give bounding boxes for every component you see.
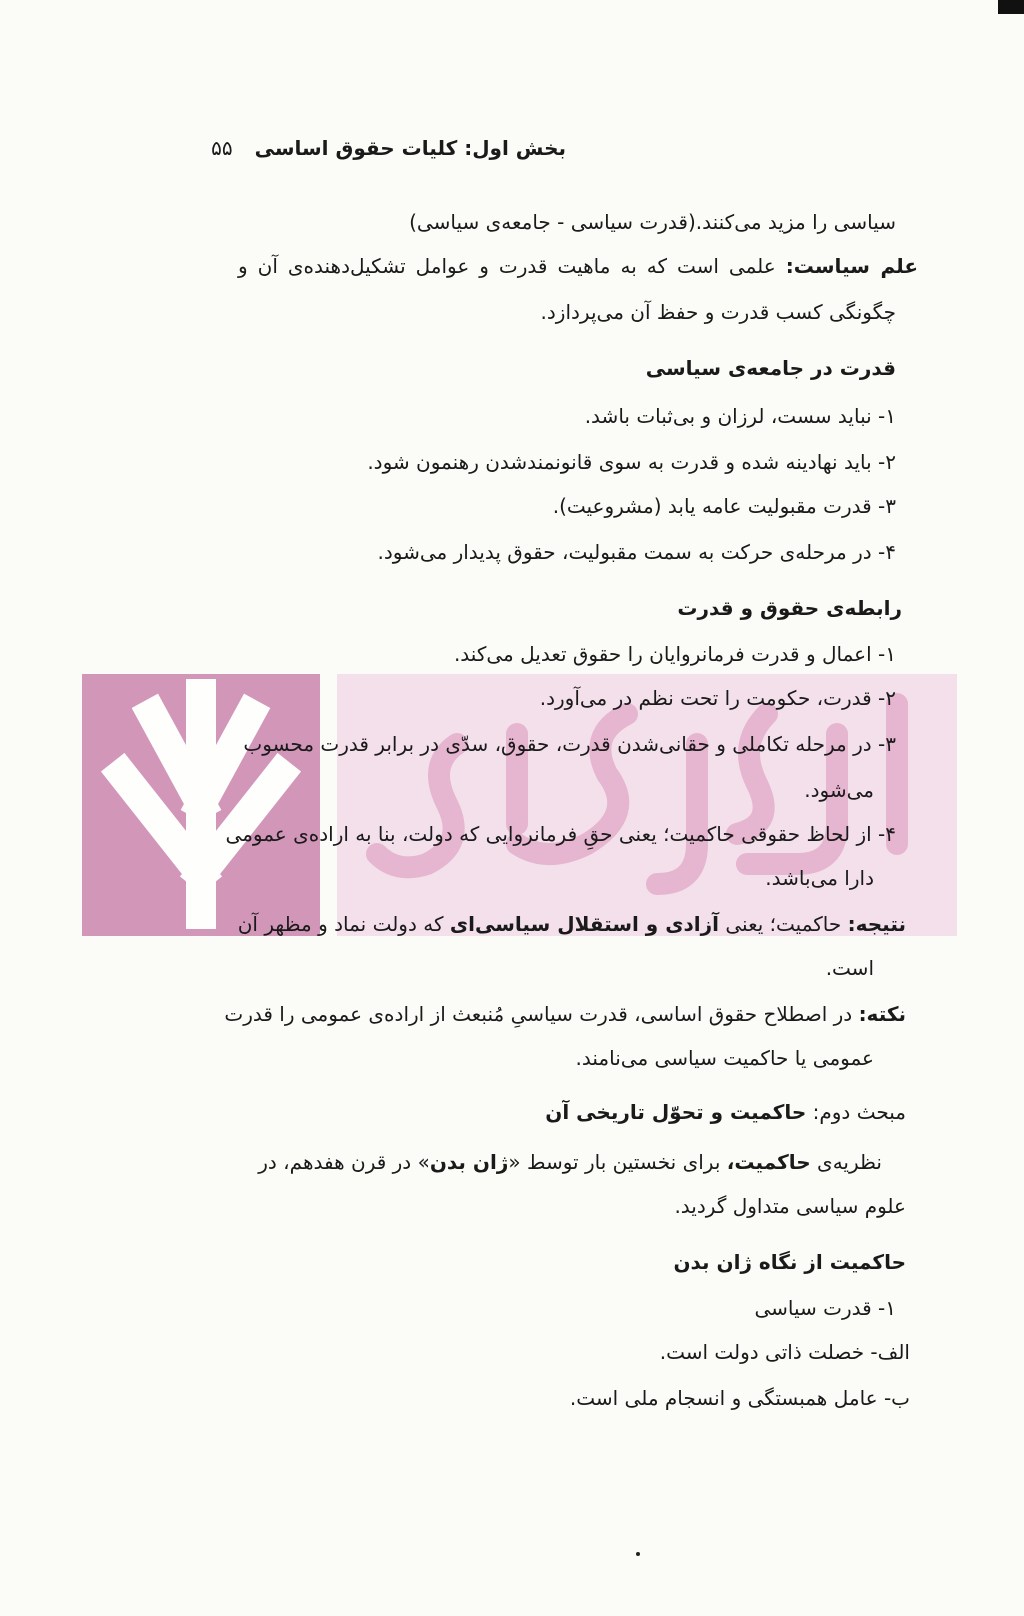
subsection-heading <box>545 1100 906 1124</box>
paragraph-line: علوم سیاسی متداول گردید. <box>674 1194 906 1218</box>
note-continued: عمومی یا حاکمیت سیاسی می‌نامند. <box>575 1046 874 1070</box>
note-line <box>224 1002 906 1026</box>
name-jean-bodin: ژان بدن <box>429 1150 509 1174</box>
section-heading: حاکمیت از نگاه ژان بدن <box>673 1250 906 1274</box>
list-item: ۲- قدرت، حکومت را تحت نظم در می‌آورد. <box>539 686 896 710</box>
page-dot <box>636 1552 640 1556</box>
result-line <box>238 912 906 936</box>
text-line: سیاسی را مزید می‌کنند.(قدرت سیاسی - جامعه‌ی سیاسی) <box>409 210 896 234</box>
paragraph-text: برای نخستین بار توسط « <box>508 1150 727 1174</box>
definition-text: علمی است که به ماهیت قدرت و عوامل تشکیل‌دهنده‌ی آن و <box>238 254 786 278</box>
paragraph-text: نظریه‌ی <box>810 1150 882 1174</box>
note-text: در اصطلاح حقوق اساسی، قدرت سیاسیِ مُنبعث از اراده‌ی عمومی را قدرت <box>224 1002 859 1026</box>
header-title: بخش اول: کلیات حقوق اساسی <box>254 136 566 160</box>
term-sovereignty: حاکمیت، <box>726 1150 811 1174</box>
result-text: حاکمیت؛ یعنی <box>719 912 848 936</box>
note-label: نکته: <box>858 1002 906 1026</box>
list-item: ب- عامل همبستگی و انسجام ملی است. <box>569 1386 910 1410</box>
list-item: ۱- اعمال و قدرت فرمانروایان را حقوق تعدیل می‌کند. <box>453 642 896 666</box>
result-label: نتیجه: <box>847 912 906 936</box>
page-number: ۵۵ <box>211 136 233 160</box>
list-item: ۱- قدرت سیاسی <box>754 1296 896 1320</box>
paragraph-text: » در قرن هفدهم، در <box>258 1150 430 1174</box>
list-item-continued: دارا می‌باشد. <box>765 866 874 890</box>
list-item: الف- خصلت ذاتی دولت است. <box>659 1340 910 1364</box>
list-item: ۴- از لحاظ حقوقی حاکمیت؛ یعنی حقِ فرمانروایی که دولت، بنا به اراده‌ی عمومی <box>225 822 896 846</box>
result-text: که دولت نماد و مظهر آن <box>237 912 450 936</box>
main-text <box>224 0 978 1616</box>
list-item-continued: می‌شود. <box>804 778 874 802</box>
list-item: ۳- قدرت مقبولیت عامه یابد (مشروعیت). <box>552 494 896 518</box>
section-heading: قدرت در جامعه‌ی سیاسی <box>645 356 896 380</box>
subsection-title: حاکمیت و تحوّل تاریخی آن <box>545 1100 807 1124</box>
result-emphasis: آزادی و استقلال سیاسی‌ای <box>449 912 720 936</box>
list-item: ۳- در مرحله تکاملی و حقانی‌شدن قدرت، حقوق، سدّی در برابر قدرت محسوب <box>243 732 896 756</box>
section-heading: رابطه‌ی حقوق و قدرت <box>677 596 902 620</box>
list-item: ۴- در مرحله‌ی حرکت به سمت مقبولیت، حقوق پدیدار می‌شود. <box>377 540 896 564</box>
paragraph-line <box>258 1150 882 1174</box>
text-line: چگونگی کسب قدرت و حفظ آن می‌پردازد. <box>540 300 896 324</box>
definition-term: علم سیاست: <box>785 254 919 278</box>
page-corner-mark <box>998 0 1024 14</box>
list-item: ۲- باید نهادینه شده و قدرت به سوی قانونمندشدن رهنمون شود. <box>367 450 896 474</box>
list-item: ۱- نباید سست، لرزان و بی‌ثبات باشد. <box>584 404 896 428</box>
definition-line <box>238 254 918 278</box>
result-continued: است. <box>825 956 874 980</box>
subsection-prefix: مبحث دوم: <box>806 1100 906 1124</box>
